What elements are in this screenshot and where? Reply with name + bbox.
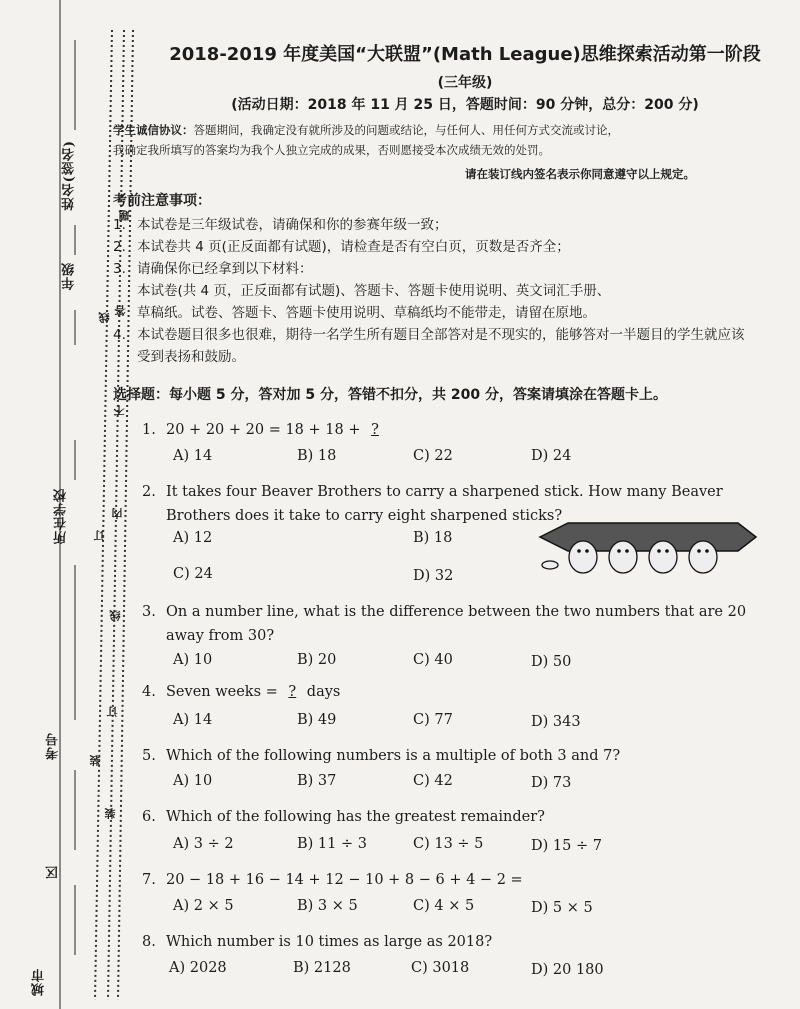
option-d: D) 24	[531, 448, 572, 464]
question-text	[166, 418, 766, 442]
option-a: A) 2 × 5	[173, 898, 234, 914]
question-text: Which of the following numbers is a multiple of both 3 and 7?	[166, 748, 621, 764]
materials-list	[113, 280, 753, 324]
option-c: C) 24	[173, 566, 213, 582]
note-item	[113, 258, 753, 280]
binding-mark: 线	[98, 312, 111, 323]
question-text: 20 − 18 + 16 − 14 + 12 − 10 + 8 − 6 + 4 − 2 =	[166, 872, 523, 888]
materials-line-2: 草稿纸。试卷、答题卡、答题卡使用说明、草稿纸均不能带走，请留在原地。	[137, 305, 596, 321]
note-number: 2.	[113, 239, 126, 255]
option-c: C) 3018	[411, 960, 470, 976]
choice-section-heading: 选择题：每小题 5 分，答对加 5 分，答错不扣分，共 200 分，答案请填涂在答题卡上。	[113, 387, 667, 403]
option-d: D) 343	[531, 714, 581, 730]
binding-mark: 线	[109, 610, 122, 621]
option-c: C) 22	[413, 448, 453, 464]
question-text: On a number line, what is the difference between the two numbers that are 20 away from 30?	[166, 604, 747, 644]
option-c: C) 4 × 5	[413, 898, 475, 914]
binding-mark: 不	[113, 405, 126, 416]
option-a: A) 2028	[169, 960, 227, 976]
option-c: C) 42	[413, 773, 453, 789]
margin-district-label: 区	[46, 865, 61, 879]
margin-exam-no-label: 考号	[46, 732, 61, 760]
option-d: D) 73	[531, 775, 572, 791]
option-c: C) 40	[413, 652, 453, 668]
margin-name-label: 姓名(签名)	[62, 140, 77, 211]
option-c: C) 13 ÷ 5	[413, 836, 484, 852]
question-number: 6.	[142, 809, 156, 825]
binding-mark: 题	[118, 210, 131, 221]
option-b: B) 18	[297, 448, 337, 464]
option-b: B) 20	[297, 652, 337, 668]
option-c: C) 77	[413, 712, 453, 728]
answer-blank: ?	[288, 684, 297, 700]
page-title: 2018-2019 年度美国“大联盟”(Math League)思维探索活动第一阶段	[169, 44, 761, 65]
margin-grade-label: 年级	[62, 262, 77, 290]
honor-agreement	[113, 120, 733, 160]
question-text-after: days	[302, 684, 341, 700]
note-text: 请确保你已经拿到以下材料：	[137, 261, 313, 277]
option-b: B) 2128	[293, 960, 351, 976]
question-text-main: 20 + 20 + 20 = 18 + 18 +	[166, 422, 366, 438]
option-a: A) 10	[173, 773, 213, 789]
option-a: A) 14	[173, 448, 213, 464]
option-d: D) 50	[531, 654, 572, 670]
note-text: 本试卷题目很多也很难，期待一名学生所有题目全部答对是不现实的，能够答对一半题目的学生就应该受到表扬和鼓励。	[137, 327, 745, 365]
margin-school-label: 所在学校	[54, 488, 69, 544]
note-text: 本试卷是三年级试卷，请确保和你的参赛年级一致；	[137, 217, 448, 233]
option-b: B) 3 × 5	[297, 898, 358, 914]
materials-line-1: 本试卷(共 4 页，正反面都有试题)、答题卡、答题卡使用说明、英文词汇手册、	[137, 283, 611, 299]
margin-city-label: 城市	[32, 968, 47, 996]
option-b: B) 18	[413, 530, 453, 546]
honor-line-1	[113, 120, 733, 140]
option-a: A) 3 ÷ 2	[173, 836, 234, 852]
binding-mark: 订	[93, 530, 106, 541]
question-number: 2.	[142, 484, 156, 500]
question-number: 8.	[142, 934, 156, 950]
binding-mark: 内	[111, 508, 124, 519]
note-text: 本试卷共 4 页(正反面都有试题)，请检查是否有空白页，页数是否齐全；	[137, 239, 570, 255]
question-number: 5.	[142, 748, 156, 764]
note-item	[113, 214, 753, 236]
option-d: D) 5 × 5	[531, 900, 593, 916]
note-item	[113, 236, 753, 258]
exam-notes	[113, 190, 753, 368]
honor-label: 学生诚信协议：	[113, 123, 194, 137]
option-d: D) 20 180	[531, 962, 604, 978]
option-b: B) 49	[297, 712, 337, 728]
question-number: 3.	[142, 604, 156, 620]
question-number: 7.	[142, 872, 156, 888]
note-item	[113, 324, 753, 368]
beaver-brothers-illustration	[538, 515, 758, 579]
note-number: 1.	[113, 217, 126, 233]
question-text-before: Seven weeks =	[166, 684, 283, 700]
binding-mark: 装	[89, 755, 102, 766]
beaver-tail	[542, 561, 558, 569]
note-number: 3.	[113, 261, 126, 277]
notes-heading: 考前注意事项：	[113, 193, 211, 209]
option-a: A) 12	[173, 530, 213, 546]
binding-mark: 装	[104, 808, 117, 819]
honor-text-2: 我确定我所填写的答案均为我个人独立完成的成果，否则愿接受本次成绩无效的处罚。	[113, 143, 550, 157]
question-text: Which of the following has the greatest remainder?	[166, 809, 545, 825]
beaver-4	[689, 541, 717, 573]
binding-mark: 答	[114, 305, 127, 316]
answer-blank: ?	[371, 422, 379, 438]
beaver-3	[649, 541, 677, 573]
question-text: Which number is 10 times as large as 2018?	[166, 934, 493, 950]
option-b: B) 37	[297, 773, 337, 789]
question-number: 1.	[142, 422, 156, 438]
exam-info: (活动日期：2018 年 11 月 25 日，答题时间：90 分钟，总分：200 分)	[231, 97, 699, 113]
option-b: B) 11 ÷ 3	[297, 836, 367, 852]
beaver-2	[609, 541, 637, 573]
question-text: It takes four Beaver Brothers to carry a sharpened stick. How many Beaver Brothers does it take to carry eight sharpened sticks?	[166, 484, 723, 524]
honor-text-1: 答题期间，我确定没有就所涉及的问题或结论，与任何人、用任何方式交流或讨论，	[193, 123, 619, 137]
option-d: D) 32	[413, 568, 454, 584]
option-d: D) 15 ÷ 7	[531, 838, 602, 854]
option-a: A) 14	[173, 712, 213, 728]
sign-note: 请在装订线内签名表示你同意遵守以上规定。	[465, 167, 695, 181]
question-text	[166, 680, 766, 704]
beaver-1	[569, 541, 597, 573]
grade-subtitle: (三年级)	[437, 75, 493, 91]
option-a: A) 10	[173, 652, 213, 668]
question-number: 4.	[142, 684, 156, 700]
binding-mark: 订	[106, 706, 119, 717]
note-number: 4.	[113, 327, 126, 343]
